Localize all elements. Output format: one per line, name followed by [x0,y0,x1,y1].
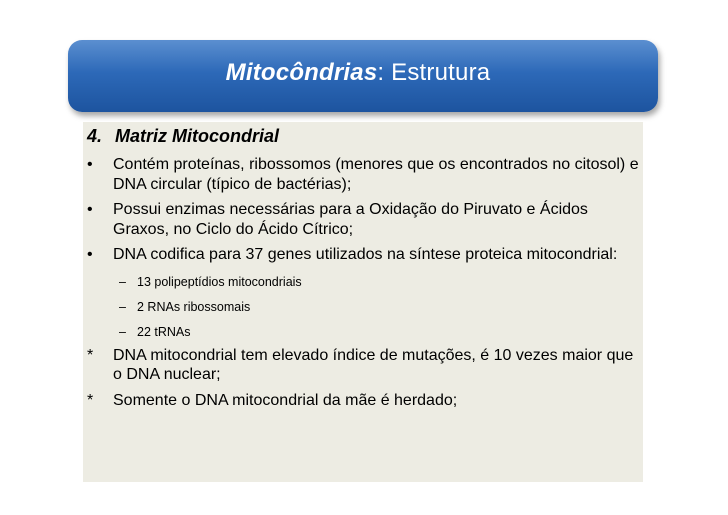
bullet-marker: • [87,246,93,263]
note-item [87,391,642,411]
content-area [87,125,642,410]
note-item [87,346,642,385]
title-banner [68,40,658,112]
sub-bullet-marker: – [119,274,126,289]
bullet-item [87,245,642,265]
sub-bullet-item [87,324,642,340]
bullet-text: Contém proteínas, ribossomos (menores que os encontrados no citosol) e DNA circular (típico de bactérias); [113,156,639,193]
bullet-item [87,155,642,194]
note-text: DNA mitocondrial tem elevado índice de mutações, é 10 vezes maior que o DNA nuclear; [113,346,634,383]
title-emphasis: Mitocôndrias [225,59,378,86]
sub-bullet-text: 2 RNAs ribossomais [137,299,251,314]
bullet-marker: • [87,156,93,173]
sub-bullet-text: 22 tRNAs [137,324,191,339]
section-title: Matriz Mitocondrial [115,126,280,146]
bullet-text: DNA codifica para 37 genes utilizados na síntese proteica mitocondrial: [113,246,618,263]
note-marker: * [87,346,94,364]
section-number: 4. [87,126,103,146]
section-heading [87,125,642,149]
slide-title [226,59,491,87]
bullet-text: Possui enzimas necessárias para a Oxidação do Piruvato e Ácidos Graxos, no Ciclo do Ácido Cítrico; [113,201,588,238]
sub-bullet-item [87,274,642,290]
bullet-item [87,200,642,239]
note-marker: * [87,391,94,409]
sub-bullet-text: 13 polipeptídios mitocondriais [137,274,302,289]
bullet-marker: • [87,201,93,218]
sub-bullet-item [87,299,642,315]
title-rest: : Estrutura [377,59,491,86]
note-text: Somente o DNA mitocondrial da mãe é herdado; [113,391,458,409]
sub-bullet-marker: – [119,324,126,339]
sub-bullet-marker: – [119,299,126,314]
